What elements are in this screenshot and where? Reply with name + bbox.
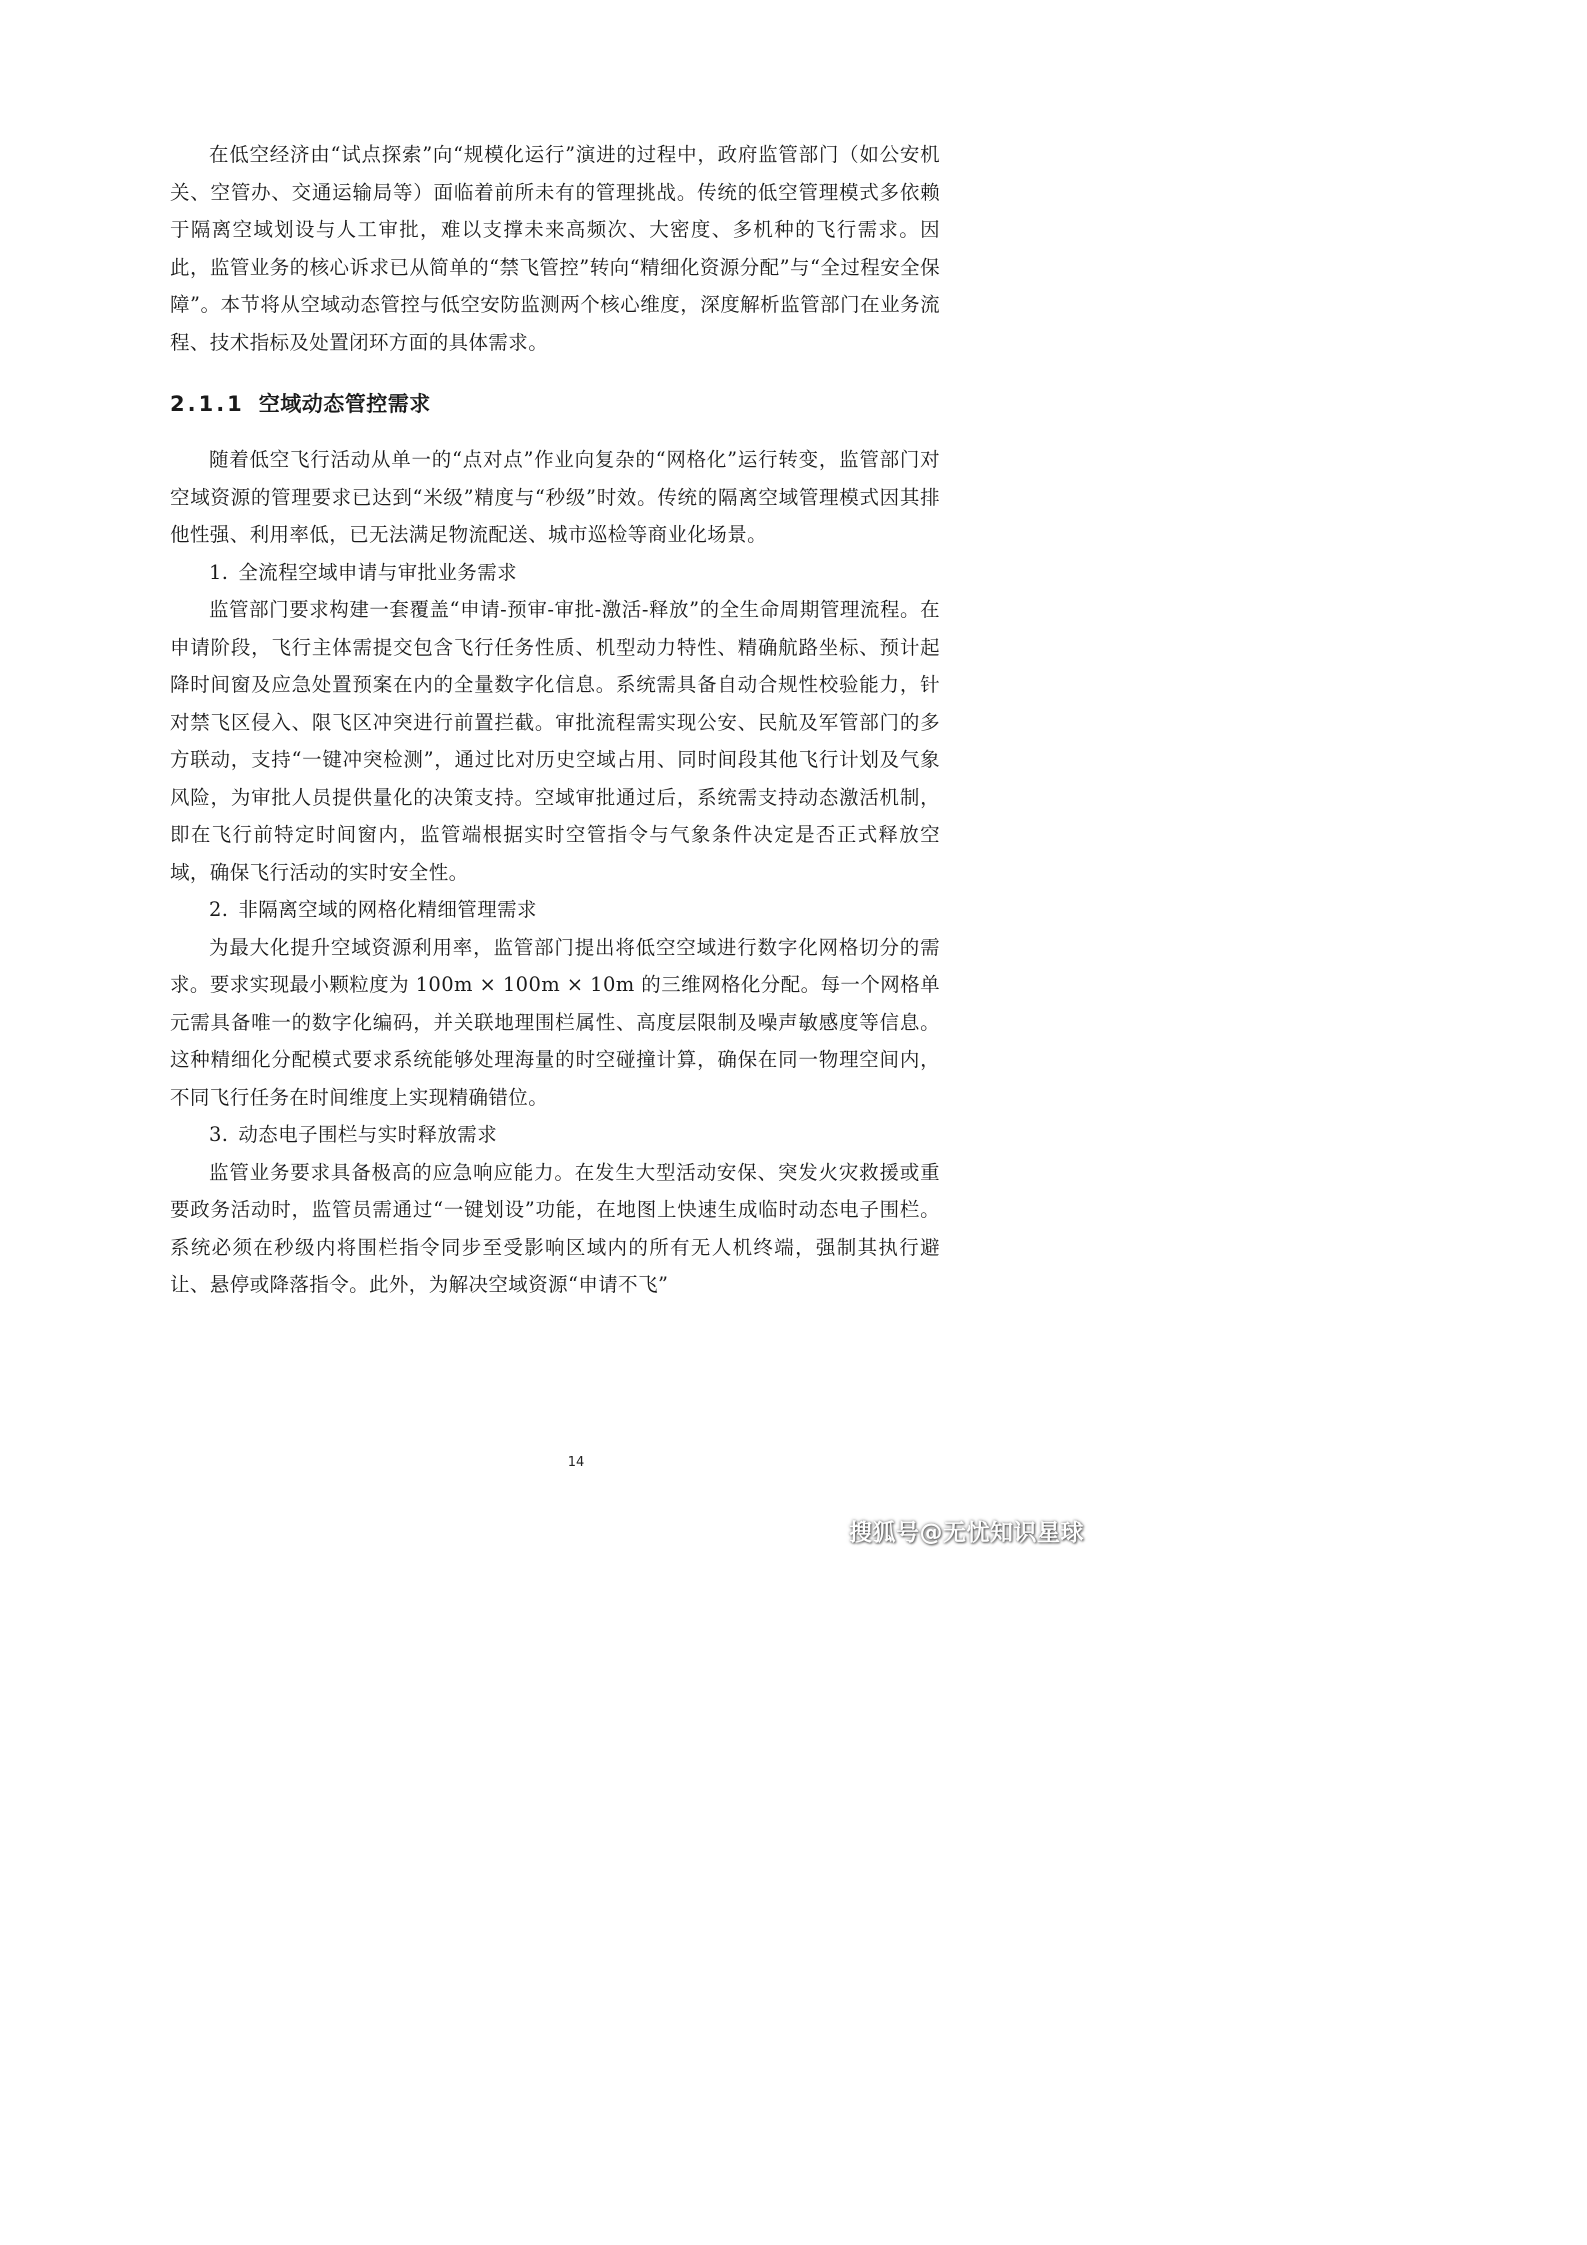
section-heading (170, 389, 940, 419)
list-item-title-2 (170, 891, 940, 929)
list-item-body-3: 监管业务要求具备极高的应急响应能力。在发生大型活动安保、突发火灾救援或重要政务活动时，监管员需通过“一键划设”功能，在地图上快速生成临时动态电子围栏。系统必须在秒级内将围栏指令同步至受影响区域内的所有无人机终端，强制其执行避让、悬停或降落指令。此外，为解决空域资源“申请不飞” (170, 1160, 940, 1296)
list-item-title-3 (170, 1116, 940, 1154)
list-item-title-text-1: 全流程空域申请与审批业务需求 (238, 560, 518, 584)
list-item-number-1: 1. (209, 560, 229, 584)
list-item-title-1 (170, 554, 940, 592)
list-item-title-text-2: 非隔离空域的网格化精细管理需求 (238, 898, 537, 921)
list-item-body-1: 监管部门要求构建一套覆盖“申请-预审-审批-激活-释放”的全生命周期管理流程。在申请阶段，飞行主体需提交包含飞行任务性质、机型动力特性、精确航路坐标、预计起降时间窗及应急处置预案在内的全量数字化信息。系统需具备自动合规性校验能力，针对禁飞区侵入、限飞区冲突进行前置拦截。审批流程需实现公安、民航及军管部门的多方联动，支持“一键冲突检测”，通过比对历史空域占用、同时间段其他飞行计划及气象风险，为审批人员提供量化的决策支持。空域审批通过后，系统需支持动态激活机制，即在飞行前特定时间窗内，监管端根据实时空管指令与气象条件决定是否正式释放空域，确保飞行活动的实时安全性。 (170, 598, 940, 884)
page-number: 14 (567, 1455, 585, 1470)
list-item-body-2: 为最大化提升空域资源利用率，监管部门提出将低空空域进行数字化网格切分的需求。要求实现最小颗粒度为 100m × 100m × 10m 的三维网格化分配。每一个网格单元需具备唯一的数字化编码，并关联地理围栏属性、高度层限制及噪声敏感度等信息。这种精细化分配模式要求系统能够处理海量的时空碰撞计算，确保在同一物理空间内，不同飞行任务在时间维度上实现精确错位。 (170, 935, 940, 1109)
page-content (170, 136, 940, 1304)
list-item-number-3: 3. (209, 1123, 229, 1146)
list-item-number-2: 2. (209, 898, 229, 921)
section-title: 空域动态管控需求 (258, 392, 431, 416)
section-intro-paragraph: 随着低空飞行活动从单一的“点对点”作业向复杂的“网格化”运行转变，监管部门对空域资源的管理要求已达到“米级”精度与“秒级”时效。传统的隔离空域管理模式因其排他性强、利用率低，已无法满足物流配送、城市巡检等商业化场景。 (170, 448, 940, 546)
document-page (0, 0, 1102, 1559)
list-item-title-text-3: 动态电子围栏与实时释放需求 (238, 1123, 498, 1146)
intro-paragraph: 在低空经济由“试点探索”向“规模化运行”演进的过程中，政府监管部门（如公安机关、空管办、交通运输局等）面临着前所未有的管理挑战。传统的低空管理模式多依赖于隔离空域划设与人工审批，难以支撑未来高频次、大密度、多机种的飞行需求。因此，监管业务的核心诉求已从简单的“禁飞管控”转向“精细化资源分配”与“全过程安全保障”。本节将从空域动态管控与低空安防监测两个核心维度，深度解析监管部门在业务流程、技术指标及处置闭环方面的具体需求。 (170, 143, 940, 354)
section-number: 2.1.1 (170, 392, 245, 416)
watermark: 搜狐号@无忧知识星球 (849, 1520, 1084, 1546)
